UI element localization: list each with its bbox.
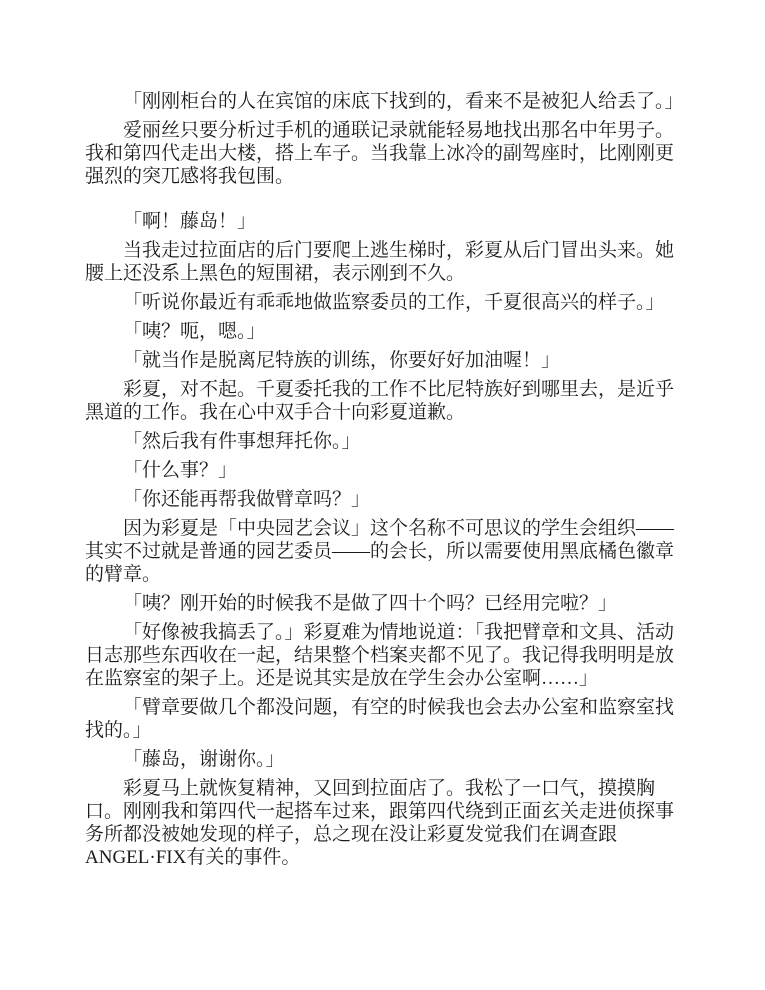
paragraph: 因为彩夏是「中央园艺会议」这个名称不可思议的学生会组织——其实不过就是普通的园艺委员——的会长，所以需要使用黑底橘色徽章的臂章。 — [85, 518, 675, 585]
paragraph: 「听说你最近有乖乖地做监察委员的工作，千夏很高兴的样子。」 — [123, 292, 665, 313]
paragraph: 「啊！藤岛！」 — [123, 211, 257, 232]
paragraph: 「藤岛，谢谢你。」 — [123, 749, 285, 770]
paragraph: 「臂章要做几个都没问题，有空的时候我也会去办公室和监察室找找的。」 — [85, 697, 675, 741]
paragraph: 「然后我有件事想拜托你。」 — [123, 431, 361, 452]
paragraph: 当我走过拉面店的后门要爬上逃生梯时，彩夏从后门冒出头来。她腰上还没系上黑色的短围裙，表示刚到不久。 — [85, 240, 675, 284]
paragraph: 彩夏，对不起。千夏委托我的工作不比尼特族好到哪里去，是近乎黑道的工作。我在心中双手合十向彩夏道歉。 — [85, 379, 675, 423]
paragraph: 「咦？刚开始的时候我不是做了四十个吗？已经用完啦？」 — [123, 593, 618, 614]
paragraph: 「好像被我搞丢了。」彩夏难为情地说道：「我把臂章和文具、活动日志那些东西收在一起，结果整个档案夹都不见了。我记得我明明是放在监察室的架子上。还是说其实是放在学生会办公室啊……」 — [85, 622, 675, 689]
paragraph: 「刚刚柜台的人在宾馆的床底下找到的，看来不是被犯人给丢了。」 — [123, 91, 684, 112]
paragraph: 彩夏马上就恢复精神，又回到拉面店了。我松了一口气，摸摸胸口。刚刚我和第四代一起搭车过来，跟第四代绕到正面玄关走进侦探事务所都没被她发现的样子，总之现在没让彩夏发觉我们在调查跟ANGEL·FIX有关的事件。 — [85, 778, 675, 868]
paragraph: 爱丽丝只要分析过手机的通联记录就能轻易地找出那名中年男子。我和第四代走出大楼，搭上车子。当我靠上冰冷的副驾座时，比刚刚更强烈的突兀感将我包围。 — [85, 120, 675, 187]
scene-break — [85, 194, 683, 210]
paragraph: 「你还能再帮我做臂章吗？」 — [123, 489, 371, 510]
paragraph: 「就当作是脱离尼特族的训练，你要好好加油喔！」 — [123, 350, 561, 371]
paragraph: 「什么事？」 — [123, 460, 238, 481]
paragraph: 「咦？呃，嗯。」 — [123, 321, 266, 342]
